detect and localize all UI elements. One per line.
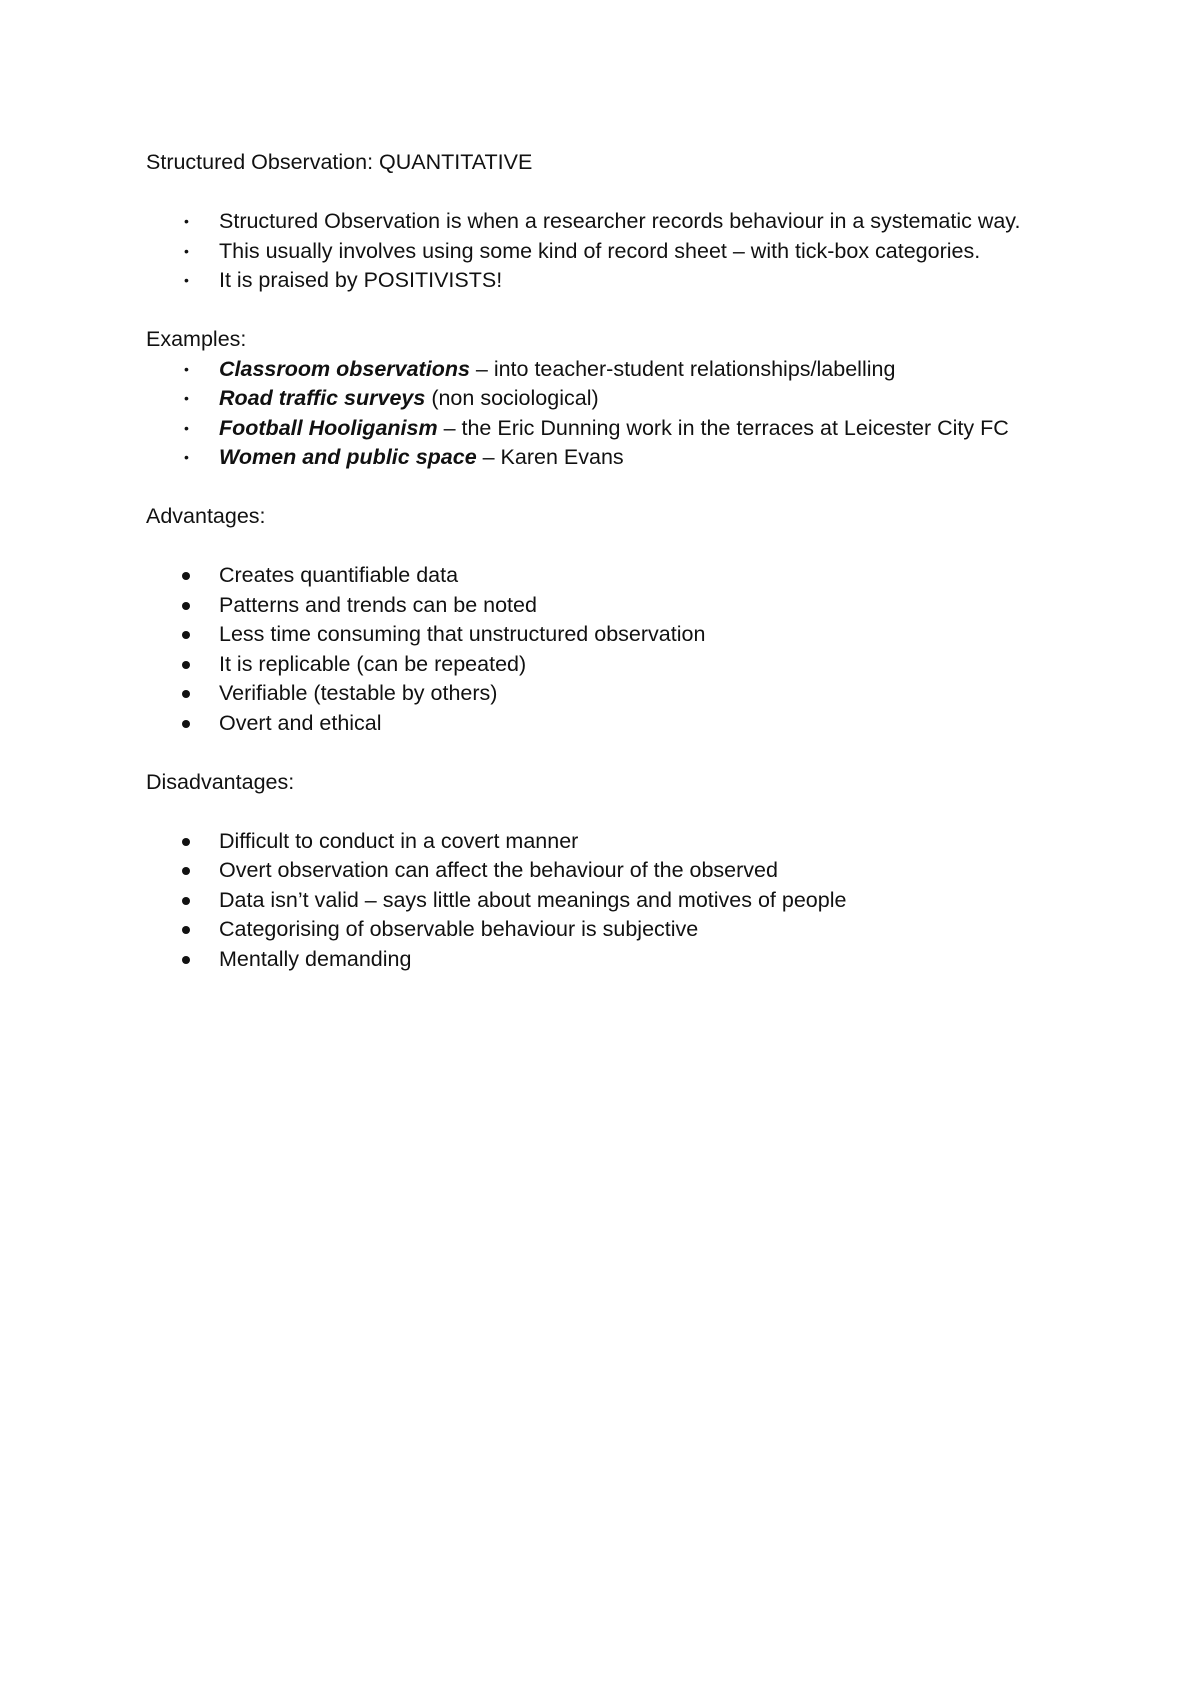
bullet-icon: [182, 897, 190, 905]
list-item-text: It is praised by POSITIVISTS!: [219, 268, 503, 292]
list-item-text: Creates quantifiable data: [219, 563, 459, 587]
intro-list: [146, 207, 1126, 296]
spacer: [146, 296, 1126, 326]
list-item: [146, 384, 1126, 414]
bullet-icon: [182, 926, 190, 934]
bullet-icon: [182, 956, 190, 964]
example-detail: (non sociological): [425, 386, 599, 410]
page-title: Structured Observation: QUANTITATIVE: [146, 150, 533, 174]
list-item-text: Verifiable (testable by others): [219, 681, 498, 705]
list-item: [146, 561, 1126, 591]
bullet-icon: [182, 867, 190, 875]
bullet-icon: •: [184, 390, 189, 406]
list-item-text: Overt observation can affect the behaviour of the observed: [219, 858, 778, 882]
advantages-heading: Advantages:: [146, 504, 266, 528]
list-item-text: This usually involves using some kind of record sheet – with tick-box categories.: [219, 238, 981, 263]
list-item: [146, 414, 1126, 444]
list-item: [146, 620, 1126, 650]
list-item: [146, 827, 1126, 857]
example-title: Classroom observations: [219, 356, 470, 381]
list-item-text: Mentally demanding: [219, 946, 412, 971]
list-item-text: Structured Observation is when a researcher records behaviour in a systematic way.: [219, 209, 1021, 233]
list-item: [146, 591, 1126, 621]
document-page: [146, 148, 1126, 974]
bullet-icon: [182, 720, 190, 728]
spacer: [146, 178, 1126, 208]
examples-list: [146, 355, 1126, 473]
bullet-icon: [182, 838, 190, 846]
disadvantages-list: [146, 827, 1126, 975]
list-item-text: Less time consuming that unstructured observation: [219, 622, 706, 646]
example-title: Women and public space: [219, 445, 477, 469]
spacer: [146, 473, 1126, 503]
list-item: [146, 355, 1126, 385]
example-title: Football Hooliganism: [219, 415, 438, 440]
bullet-icon: [182, 661, 190, 669]
list-item: [146, 945, 1126, 975]
list-item: [146, 443, 1126, 473]
list-item-text: Overt and ethical: [219, 710, 382, 735]
bullet-icon: •: [184, 419, 189, 436]
example-detail: – the Eric Dunning work in the terraces at Leicester City FC: [437, 415, 1009, 440]
bullet-icon: •: [184, 360, 189, 377]
spacer: [146, 738, 1126, 768]
list-item-text: Data isn’t valid – says little about meanings and motives of people: [219, 887, 847, 912]
list-item: [146, 915, 1126, 945]
list-item-text: Categorising of observable behaviour is subjective: [219, 917, 699, 941]
list-item-text: Patterns and trends can be noted: [219, 592, 537, 617]
advantages-list: [146, 561, 1126, 738]
list-item: [146, 886, 1126, 916]
list-item: [146, 856, 1126, 886]
example-detail: – into teacher-student relationships/labelling: [469, 356, 896, 381]
bullet-icon: [182, 690, 190, 698]
bullet-icon: •: [184, 242, 189, 259]
spacer: [146, 532, 1126, 562]
list-item: [146, 237, 1126, 267]
spacer: [146, 797, 1126, 827]
list-item: [146, 679, 1126, 709]
bullet-icon: [182, 602, 190, 610]
list-item-text: It is replicable (can be repeated): [219, 651, 527, 676]
bullet-icon: •: [184, 213, 189, 229]
disadvantages-heading: Disadvantages:: [146, 769, 295, 794]
example-detail: – Karen Evans: [476, 445, 624, 469]
bullet-icon: •: [184, 449, 189, 465]
list-item: [146, 207, 1126, 237]
bullet-icon: [182, 631, 190, 639]
bullet-icon: [182, 572, 190, 580]
example-title: Road traffic surveys: [219, 386, 426, 410]
list-item-text: Difficult to conduct in a covert manner: [219, 828, 579, 853]
list-item: [146, 266, 1126, 296]
list-item: [146, 650, 1126, 680]
examples-heading: Examples:: [146, 327, 247, 351]
bullet-icon: •: [184, 272, 189, 288]
list-item: [146, 709, 1126, 739]
